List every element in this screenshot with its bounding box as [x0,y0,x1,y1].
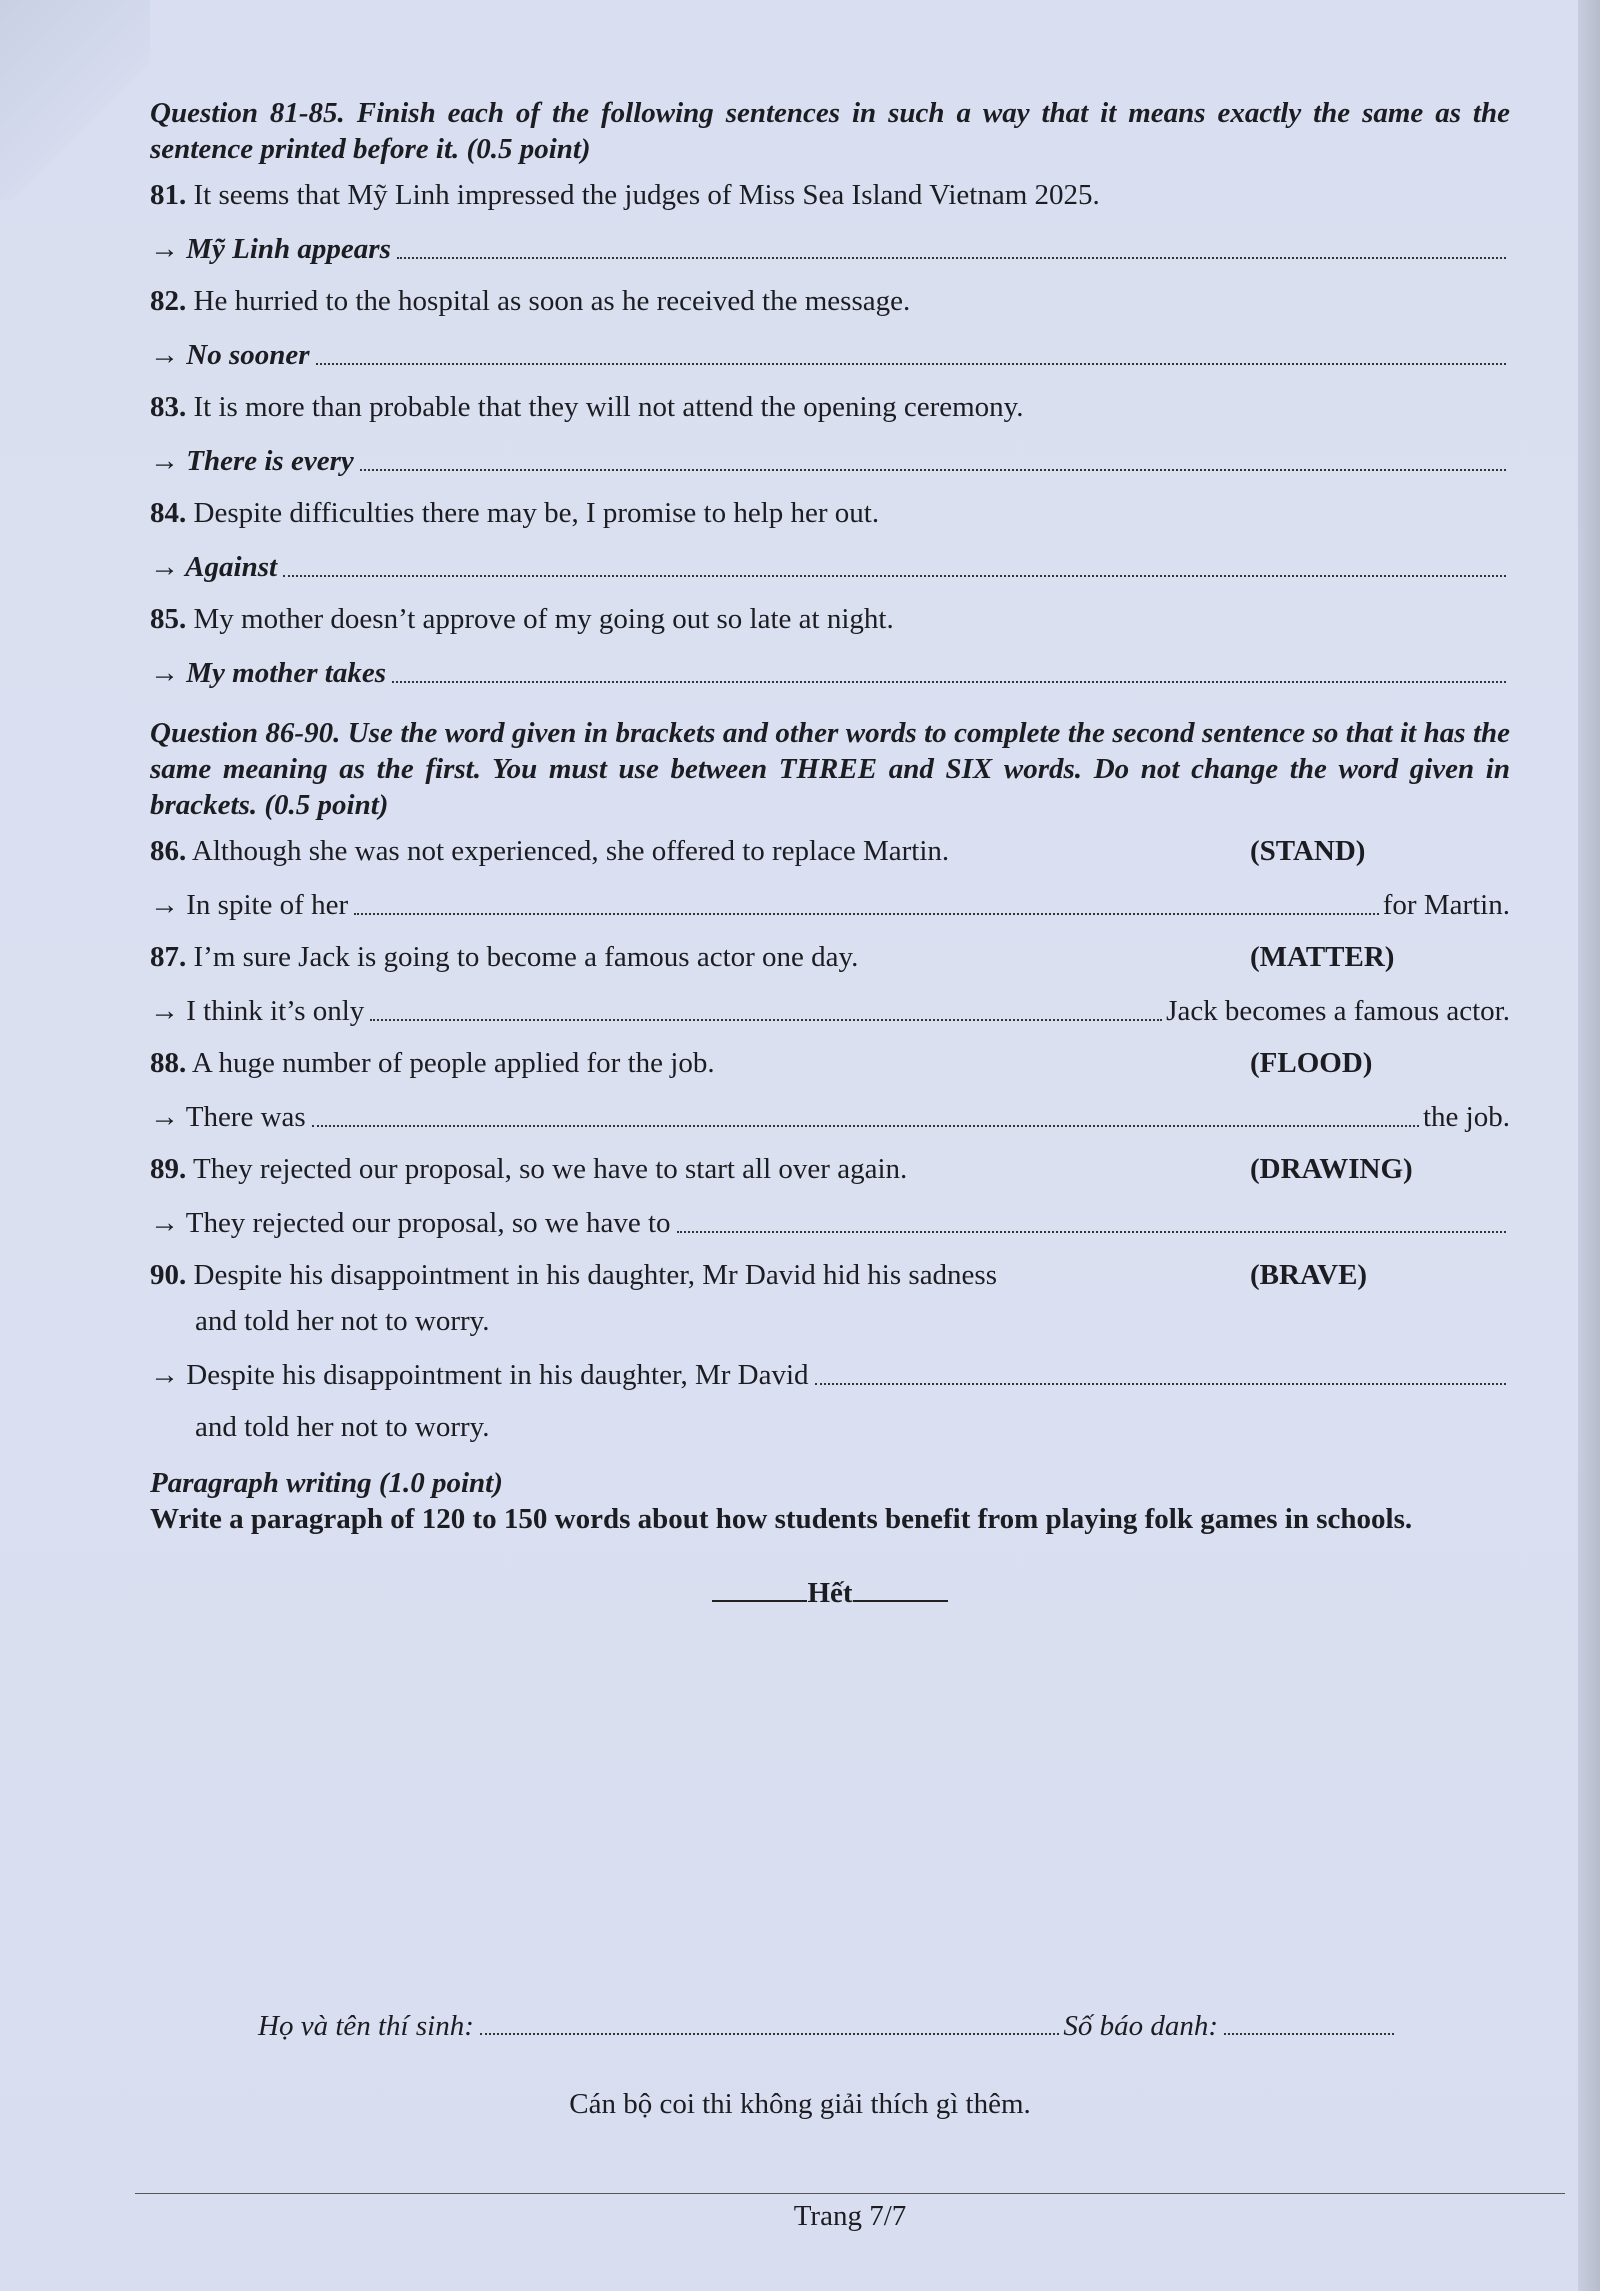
writing-prompt: Write a paragraph of 120 to 150 words about how students benefit from playing folk games in schools. [150,1503,1413,1535]
question-84 [150,495,1510,585]
answer-blank[interactable] [283,574,1506,577]
question-89 [150,1151,1510,1241]
question-text: It is more than probable that they will not attend the opening ceremony. [193,391,1024,423]
question-text: I’m sure Jack is going to become a famous actor one day. [193,941,859,973]
answer-lead: → In spite of her [150,889,349,921]
question-text: Despite difficulties there may be, I promise to help her out. [193,497,880,529]
question-82 [150,283,1510,373]
answer-blank[interactable] [677,1230,1507,1233]
answer-blank[interactable] [397,256,1506,259]
writing-title: Paragraph writing (1.0 point) [150,1467,503,1499]
question-81 [150,177,1510,267]
question-text: My mother doesn’t approve of my going out so late at night. [193,603,894,635]
keyword: (DRAWING) [1250,1153,1413,1185]
question-number: 85. [150,603,187,635]
candidate-info-row [258,2010,1398,2043]
answer-blank[interactable] [316,362,1506,365]
question-number: 89. [150,1153,187,1185]
question-number: 87. [150,941,187,973]
answer-blank[interactable] [312,1124,1419,1127]
question-85 [150,601,1510,691]
answer-tail: the job. [1423,1101,1510,1133]
question-83 [150,389,1510,479]
answer-lead: → I think it’s only [150,995,365,1027]
question-86 [150,833,1510,923]
question-90 [150,1257,1510,1445]
keyword: (MATTER) [1250,941,1395,973]
answer-lead: → There is every [150,445,354,477]
question-87 [150,939,1510,1029]
question-text: They rejected our proposal, so we have to start all over again. [192,1153,908,1185]
page-fold-corner [0,0,150,200]
name-field[interactable] [480,2032,1059,2035]
question-number: 81. [150,179,187,211]
id-field[interactable] [1224,2032,1394,2035]
keyword: (FLOOD) [1250,1047,1373,1079]
page-edge [1578,0,1600,2291]
question-number: 86. [150,835,187,867]
answer-blank[interactable] [354,912,1379,915]
section1-header: Question 81-85. Finish each of the following sentences in such a way that it means exactly the same as the sentence printed before it. (0.5 point) [150,97,1510,165]
question-text: He hurried to the hospital as soon as he received the message. [193,285,911,317]
page-number: Trang 7/7 [793,2200,907,2232]
answer-lead: → Despite his disappointment in his daughter, Mr David [150,1359,809,1391]
question-text: A huge number of people applied for the job. [191,1047,715,1079]
footer-divider [135,2193,1565,2194]
answer-continued: and told her not to worry. [195,1411,490,1443]
answer-blank[interactable] [370,1018,1162,1021]
exam-content [150,95,1510,1610]
invigilator-note: Cán bộ coi thi không giải thích gì thêm. [569,2088,1031,2120]
question-number: 84. [150,497,187,529]
answer-tail: for Martin. [1382,889,1510,921]
name-label: Họ và tên thí sinh: [258,2010,474,2042]
question-text: Despite his disappointment in his daughter, Mr David hid his sadness [193,1259,998,1291]
section2-header: Question 86-90. Use the word given in brackets and other words to complete the second sentence so that it has the same meaning as the first. You must use between THREE and SIX words. Do not change the word given in brackets. (0.5 point) [150,717,1510,821]
answer-lead: → Mỹ Linh appears [150,233,391,265]
answer-lead: → Against [150,551,278,583]
keyword: (STAND) [1250,835,1366,867]
question-number: 90. [150,1259,187,1291]
answer-lead: → My mother takes [150,657,387,689]
keyword: (BRAVE) [1250,1259,1368,1291]
question-88 [150,1045,1510,1135]
question-text: It seems that Mỹ Linh impressed the judges of Miss Sea Island Vietnam 2025. [193,179,1100,211]
answer-lead: → There was [150,1101,306,1133]
answer-lead: → No sooner [150,339,310,371]
answer-blank[interactable] [392,680,1506,683]
writing-section [150,1465,1510,1537]
question-number: 88. [150,1047,187,1079]
question-number: 83. [150,391,187,423]
answer-tail: Jack becomes a famous actor. [1166,995,1510,1027]
question-text-continued: and told her not to worry. [195,1305,490,1337]
question-number: 82. [150,285,187,317]
id-label: Số báo danh: [1063,2010,1218,2042]
answer-blank[interactable] [815,1382,1506,1385]
end-mark [150,1577,1510,1610]
answer-blank[interactable] [360,468,1506,471]
question-text: Although she was not experienced, she offered to replace Martin. [191,835,950,867]
end-mark-text: Hết [807,1577,853,1609]
answer-lead: → They rejected our proposal, so we have to [150,1207,671,1239]
